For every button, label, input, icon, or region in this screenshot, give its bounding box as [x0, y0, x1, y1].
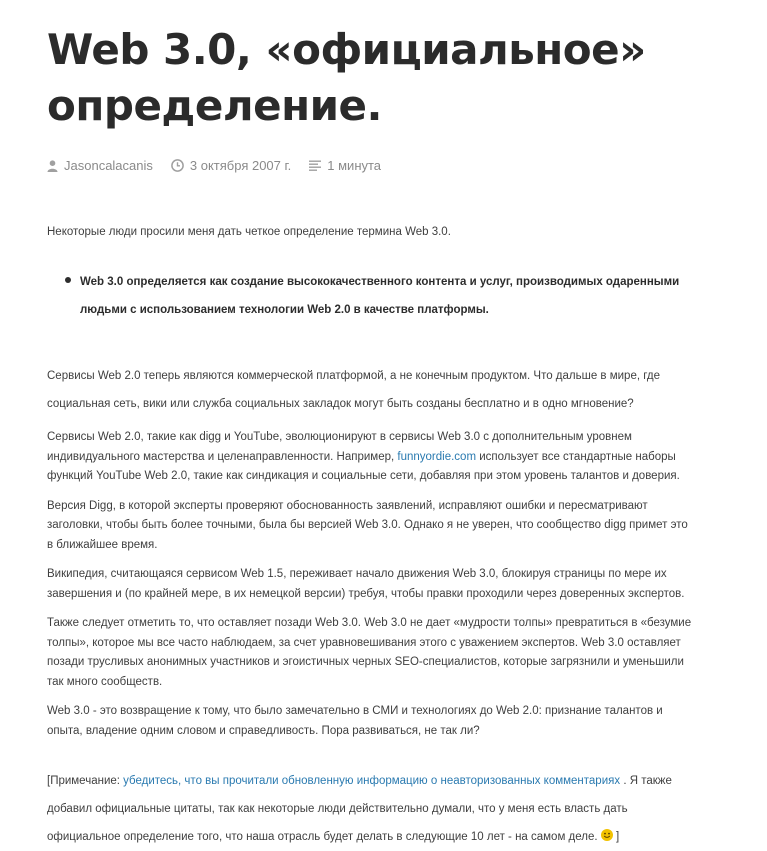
note-text-after: . Я также добавил официальные цитаты, так как некоторые люди действительно думали, что у меня есть власть дать официальное определение того, что наша отрасль будет делать в следующие 10 лет - на самом деле.	[47, 775, 672, 843]
definition-item: Web 3.0 определяется как создание высококачественного контента и услуг, производимых одаренными людьми с использованием технологии Web 2.0 в качестве платформы.	[80, 268, 697, 324]
post-date: 3 октября 2007 г.	[189, 158, 292, 173]
note-paragraph	[47, 767, 697, 851]
meta-read-time	[309, 158, 381, 173]
clock-icon	[171, 159, 184, 172]
read-time: 1 минута	[327, 158, 382, 173]
meta-date	[171, 158, 291, 173]
note-close-bracket: ]	[616, 831, 620, 843]
meta-author[interactable]	[47, 158, 153, 173]
update-info-link[interactable]: убедитесь, что вы прочитали обновленную информацию о неавторизованных комментариях	[123, 775, 621, 787]
definition-list	[47, 268, 697, 324]
paragraph-6: Web 3.0 - это возвращение к тому, что было замечательно в СМИ и технологиях до Web 2.0: признание талантов и опыта, владение одним словом и справедливость. Пора развиваться, не так ли?	[47, 705, 663, 737]
paragraph-2-text-after: использует все стандартные наборы функций YouTube Web 2.0, такие как синдикация и социальные сети, добавляя при этом уровень талантов и доверия.	[47, 450, 680, 482]
note-text-before: [Примечание:	[47, 775, 120, 787]
paragraph-5: Также следует отметить то, что оставляет позади Web 3.0. Web 3.0 не дает «мудрости толпы» превратиться в «безумие толпы», которое мы все часто наблюдаем, за счет уравновешивания этого с уважением экспертов. Web 3.0 оставляет позади трусливых анонимных участников и эгоистичных черных SEO-специалистов, которые загрязнили и уменьшили так много сообществ.	[47, 617, 692, 688]
paragraph-3: Версия Digg, в которой эксперты проверяют обоснованность заявлений, исправляют ошибки и пересматривают заголовки, чтобы быть более точными, была бы версией Web 3.0. Однако я не уверен, что сообщество digg примет это в ближайшее время.	[47, 499, 688, 551]
paragraph-2-text-before: Сервисы Web 2.0, такие как digg и YouTube, эволюционируют в сервисы Web 3.0 с дополнительным уровнем индивидуального мастерства и целенаправленности. Например,	[47, 431, 632, 463]
post-title: Web 3.0, «официальное» определение.	[47, 25, 646, 130]
author-name[interactable]: Jasoncalacanis	[64, 158, 153, 173]
post-content	[47, 223, 697, 851]
user-icon	[47, 160, 58, 172]
paragraph-4: Википедия, считающаяся сервисом Web 1.5, переживает начало движения Web 3.0, блокируя страницы по мере их завершения и (по крайней мере, в их немецкой версии) требуя, чтобы правки проходили через доверенных экспертов.	[47, 568, 685, 600]
post-meta	[47, 158, 697, 173]
funnyordie-link[interactable]: funnyordie.com	[397, 450, 477, 463]
paragraph-1: Сервисы Web 2.0 теперь являются коммерческой платформой, а не конечным продуктом. Что дальше в мире, где социальная сеть, вики или служба социальных закладок могут быть созданы бесплатно и в одно мгновение?	[47, 370, 661, 410]
smile-emoji-icon	[601, 829, 613, 841]
list-icon	[309, 160, 321, 171]
paragraph-2	[47, 428, 697, 487]
paragraph-intro: Некоторые люди просили меня дать четкое определение термина Web 3.0.	[47, 226, 451, 238]
